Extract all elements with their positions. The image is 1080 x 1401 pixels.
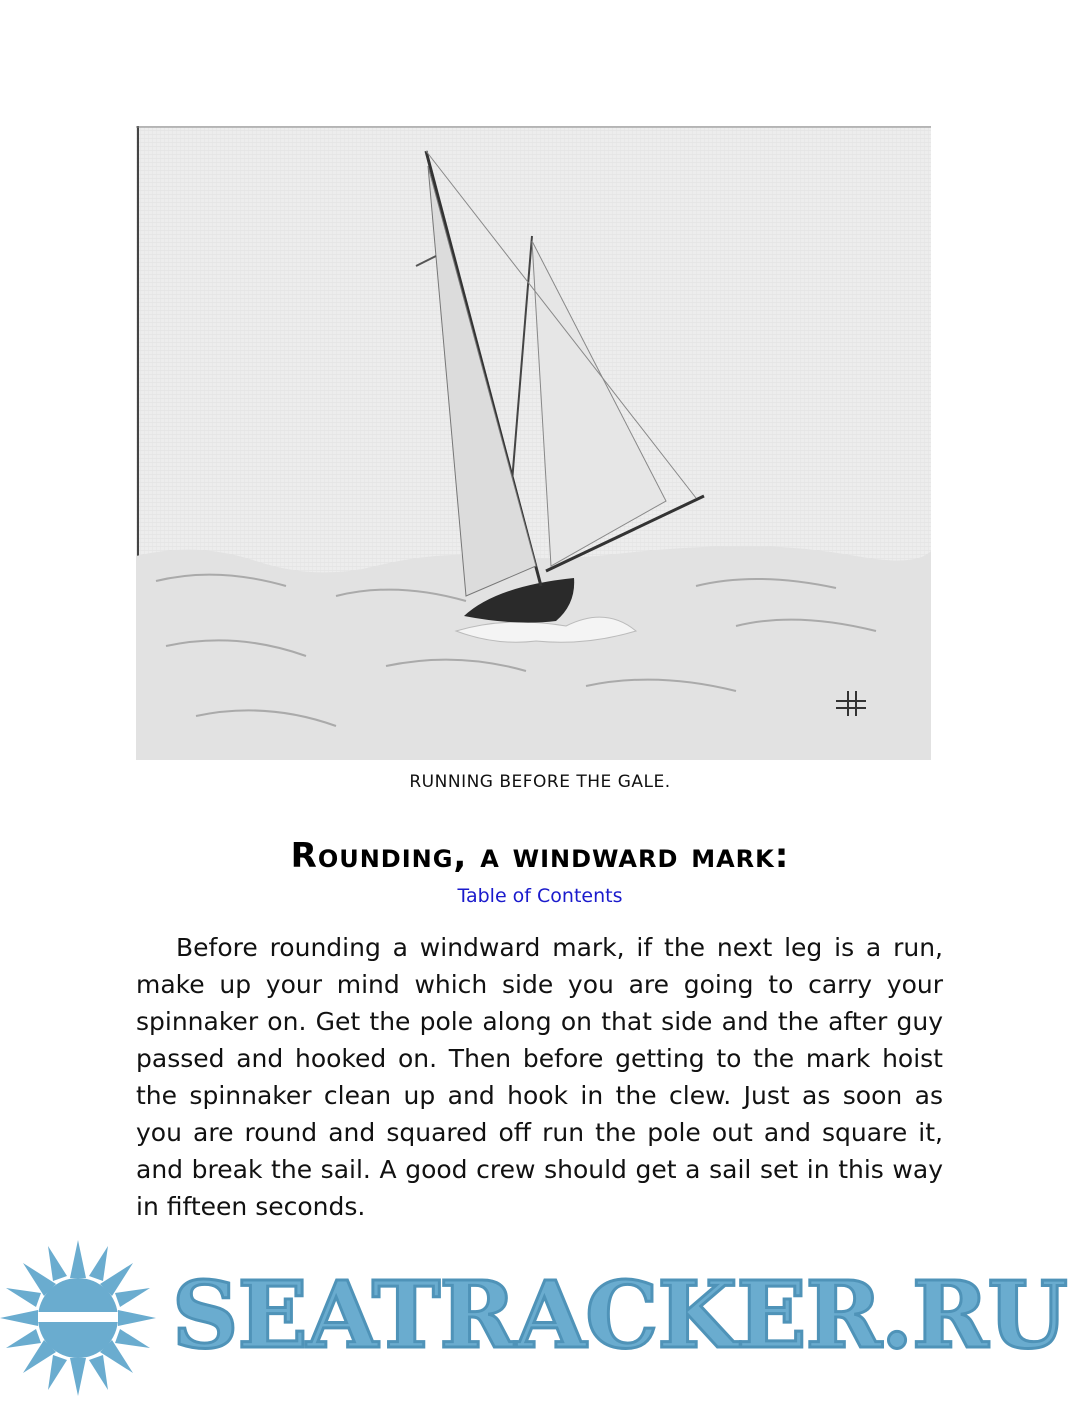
site-watermark <box>0 1238 1080 1397</box>
watermark-text: SEATRACKER.RU <box>172 1261 1067 1369</box>
sailboat-illustration <box>136 126 931 760</box>
figure-caption: RUNNING BEFORE THE GALE. <box>409 772 671 792</box>
table-of-contents-link[interactable]: Table of Contents <box>457 885 623 907</box>
section-paragraph: Before rounding a windward mark, if the next leg is a run, make up your mind which side you are going to carry your spinnaker on. Get the pole along on that side and the after guy passed and hooked on. Then before getting to the mark hoist the spinnaker clean up and hook in the clew. Just as soon as you are round and squared off run the pole out and square it, and break the sail. A good crew should get a sail set in this way in fifteen seconds. <box>136 933 943 1221</box>
section-heading: Rounding, a windward mark: <box>290 836 790 876</box>
sailboat-drawing <box>136 126 931 760</box>
